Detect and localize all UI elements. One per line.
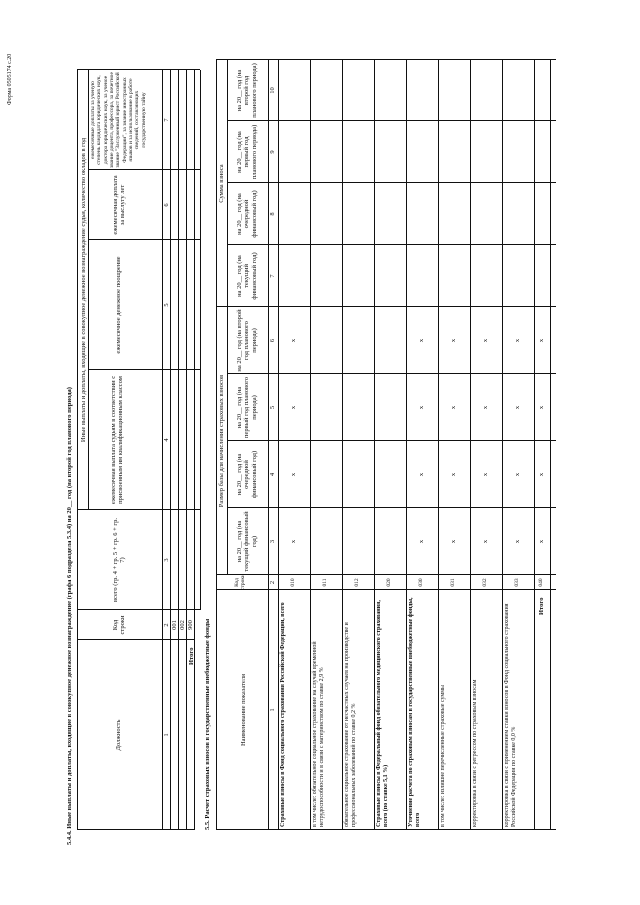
- x-mark: x: [482, 539, 489, 544]
- row-code: 030: [418, 578, 424, 587]
- x-mark: x: [450, 539, 457, 544]
- col-number: 8: [269, 212, 276, 216]
- x-mark: x: [514, 539, 521, 544]
- row-name: в том числе: обязательное социальное страхование на случай временной нетрудоспособности и в связи с материнством по ставке 2,9 %: [312, 641, 325, 827]
- x-mark: x: [450, 405, 457, 410]
- row-name: корректировка в связи с регрессом по страховым взносам: [472, 679, 478, 827]
- col-number: 4: [163, 438, 170, 442]
- x-mark: x: [482, 338, 489, 343]
- x-mark: x: [450, 338, 457, 343]
- section-55-title: 5.5. Расчет страховых взносов в государственные внебюджетные фонды: [204, 618, 211, 830]
- row-name: в том числе: излишне перечисленные страховые суммы: [440, 684, 446, 827]
- row-code: 012: [354, 578, 360, 587]
- col-number: 6: [163, 203, 170, 207]
- row-code: 032: [482, 578, 488, 587]
- col-number: 9: [269, 150, 276, 154]
- row-code: 033: [514, 578, 520, 587]
- col-position-header: Должность: [115, 719, 122, 751]
- section-544-title: 5.4.4. Иные выплаты и доплаты, входящие в совокупное денежное вознаграждение (графа 6 подраздела 5.3.4) на 20__ год (на второй год планового периода): [66, 387, 73, 845]
- row-name: Страховые взносы в Федеральный фонд обязательного медицинского страхования, всего (по ставке 5,1 %): [376, 600, 389, 827]
- col-number: 5: [269, 405, 276, 410]
- col-year-header: на 20__ год (на второй год планового периода): [236, 309, 258, 372]
- col-code-header: Код строки: [234, 573, 247, 590]
- row-name: Страховые взносы в Фонд социального страхования Российской Федерации, всего: [280, 602, 286, 827]
- x-mark: x: [290, 472, 297, 477]
- row-code: 011: [322, 578, 328, 587]
- col-name-header: Наименование показателя: [240, 673, 247, 747]
- x-mark: x: [514, 472, 521, 477]
- total-code: 040: [538, 578, 544, 587]
- col-group-header: Иные выплаты и доплаты, входящие в совокупное денежное вознаграждение судьи, количество окладов в год: [80, 137, 87, 443]
- row-code: 001: [171, 620, 178, 630]
- total-code: 900: [187, 620, 194, 630]
- col-year-header: на 20__ год (на первый год планового периода): [236, 376, 258, 439]
- x-mark: x: [290, 405, 297, 410]
- col-number: 7: [163, 118, 170, 122]
- col-monthly-bonus-header: ежемесячное денежное поощрение: [115, 256, 122, 354]
- x-mark: x: [538, 472, 545, 477]
- col-qualification-class-header: ежемесячная выплата судьям в соответствии с присвоенным им квалификационным классом: [110, 375, 125, 505]
- x-mark: x: [418, 405, 425, 410]
- form-code: Форма 0505174 с.20: [7, 53, 13, 105]
- row-code: 020: [386, 578, 392, 587]
- total-label: Итого: [188, 647, 195, 665]
- row-code: 002: [179, 620, 186, 630]
- col-year-header: на 20__ год (на первый год планового периода): [236, 124, 258, 180]
- base-group-header: Размер базы для начисления страховых взносов: [218, 374, 225, 508]
- col-number: 7: [269, 274, 276, 278]
- row-code: 031: [450, 578, 456, 587]
- row-name: корректировка в связи с применением ставки взносов в Фонд социального страхования Российской Федерации по ставке 0,0 %: [504, 603, 517, 827]
- col-number: 1: [163, 733, 170, 737]
- row-name: обязательное социальное страхование от несчастных случаев на производстве и профессиональных заболеваний по ставке 0,2 %: [344, 622, 357, 827]
- col-year-header: на 20__ год (на очередной финансовый год): [236, 450, 258, 499]
- col-year-header: на 20__ год (на второй год планового периода): [236, 63, 258, 118]
- col-number: 3: [163, 558, 170, 562]
- x-mark: x: [290, 539, 297, 544]
- col-number: 6: [269, 338, 276, 343]
- col-number: 3: [269, 539, 276, 544]
- row-code: 010: [290, 578, 296, 587]
- col-year-header: на 20__ год (на текущий финансовый год): [236, 511, 258, 572]
- sum-group-header: Сумма взноса: [218, 164, 225, 203]
- x-mark: x: [482, 472, 489, 477]
- x-mark: x: [514, 405, 521, 410]
- x-mark: x: [418, 539, 425, 544]
- x-mark: x: [450, 472, 457, 477]
- col-seniority-header: ежемесячная доплата за выслугу лет: [112, 175, 127, 235]
- col-degree-bonus-header: ежемесячные доплаты за ученую степень кандидата юридических наук, доктора юридических наук, за ученое звание доцента, профессора, за почетное звание "Заслуженный юрист Российской Федерации", за знание иностранных языков и за использование в работе сведений, составляющих государственную тайну: [90, 72, 147, 168]
- x-mark: x: [538, 539, 545, 544]
- total-label: Итого: [538, 597, 545, 615]
- x-mark: x: [482, 405, 489, 410]
- col-year-header: на 20__ год (на очередной финансовый год): [236, 190, 258, 238]
- col-code-header: Код строки: [112, 615, 127, 635]
- col-number: 10: [269, 87, 276, 94]
- col-number: 5: [163, 303, 170, 307]
- col-year-header: на 20__ год (на текущий финансовый год): [236, 252, 258, 300]
- col-number: 4: [269, 472, 276, 477]
- x-mark: x: [538, 405, 545, 410]
- col-number: 1: [269, 708, 276, 712]
- x-mark: x: [418, 338, 425, 343]
- row-name: Уточнение расчета по страховым взносам в государственные внебюджетные фонды, всего: [408, 597, 421, 827]
- x-mark: x: [290, 338, 297, 343]
- x-mark: x: [538, 338, 545, 343]
- x-mark: x: [418, 472, 425, 477]
- x-mark: x: [514, 338, 521, 343]
- col-number: 2: [163, 623, 170, 627]
- col-number: 2: [269, 580, 276, 585]
- col-total-header: всего (гр. 4 + гр. 5 + гр. 6 + гр. 7): [112, 518, 127, 602]
